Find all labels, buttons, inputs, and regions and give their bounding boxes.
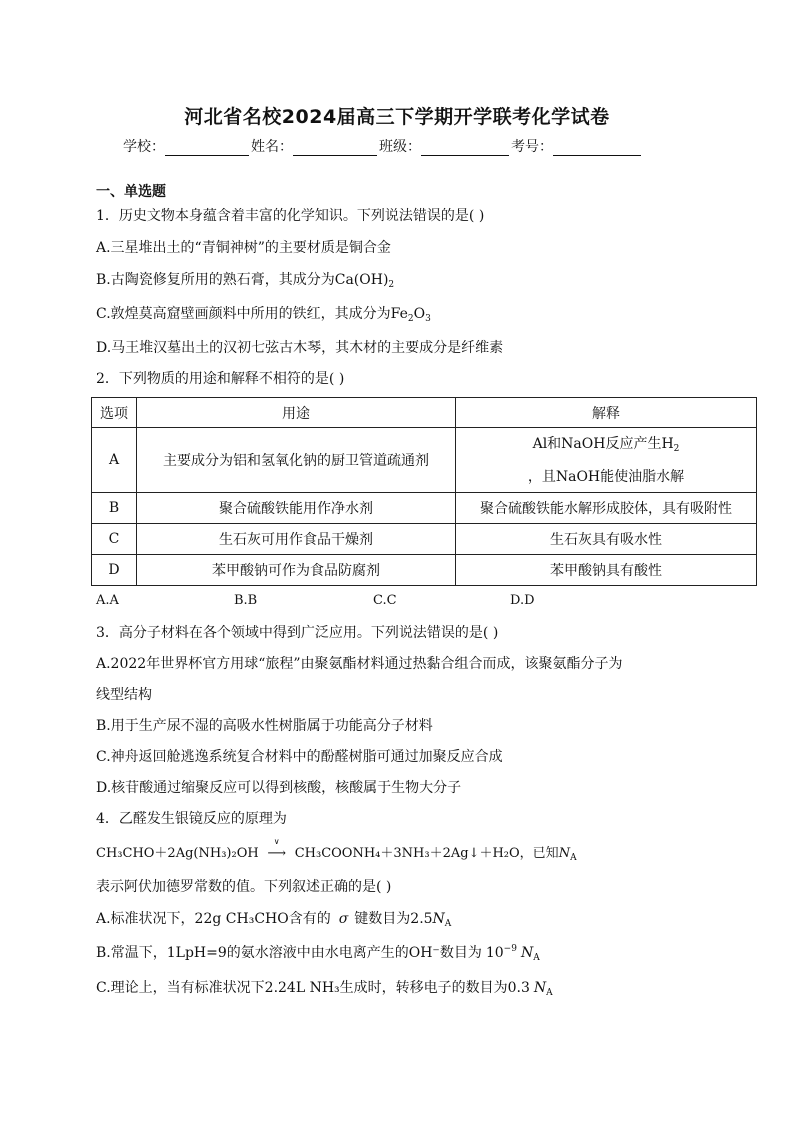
q2-answer-b[interactable]: B.B — [234, 593, 258, 608]
q1-option-d: D.马王堆汉墓出土的汉初七弦古木琴，其木材的主要成分是纤维素 — [96, 340, 504, 356]
q2-row-a-exp2: ，且NaOH能使油脂水解 — [527, 468, 685, 485]
q1-stem: 1．历史文物本身蕴含着丰富的化学知识。下列说法错误的是( ) — [96, 208, 485, 224]
q4-eq-arrow — [259, 837, 295, 861]
q4-option-c — [96, 977, 553, 998]
q2-row-b-use: 聚合硫酸铁能用作净水剂 — [137, 493, 456, 524]
q2-row-a-use: 主要成分为铝和氢氧化钠的厨卫管道疏通剂 — [137, 428, 456, 493]
table-row — [92, 524, 757, 555]
q4-option-c-na-sub: A — [546, 988, 553, 998]
q2-row-a-explanation — [456, 428, 757, 493]
q1-c-sub2: 3 — [425, 314, 431, 324]
q2-row-a-h: H — [661, 435, 674, 452]
q4-stem: 4．乙醛发生银镜反应的原理为 — [96, 811, 287, 827]
q1-option-b-formula: Ca(OH) — [334, 272, 389, 288]
q2-header-use: 用途 — [137, 398, 456, 428]
student-info-row — [123, 136, 643, 156]
q2-answer-c[interactable]: C.C — [373, 593, 397, 608]
q4-option-b-na-sub: A — [533, 953, 540, 963]
q2-header-explanation: 解释 — [456, 398, 757, 428]
q1-option-c — [96, 303, 431, 324]
q1-c-o: O — [413, 306, 426, 322]
q2-row-a-option: A — [92, 428, 137, 493]
page-title: 河北省名校2024届高三下学期开学联考化学试卷 — [184, 106, 610, 128]
q1-c-fe: Fe — [390, 306, 408, 322]
q2-row-d-use: 苯甲酸钠可作为食品防腐剂 — [137, 555, 456, 586]
q2-row-c-option: C — [92, 524, 137, 555]
q4-na: N — [558, 846, 571, 861]
q4-na-sub: A — [570, 853, 577, 863]
name-field[interactable] — [293, 141, 377, 156]
q2-table — [91, 397, 757, 586]
q4-option-a — [96, 908, 451, 929]
q2-stem: 2．下列物质的用途和解释不相符的是( ) — [96, 371, 345, 387]
q1-option-c-text: C.敦煌莫高窟壁画颜料中所用的铁红，其成分为 — [96, 306, 391, 322]
q2-row-d-option: D — [92, 555, 137, 586]
q1-option-b-sub: 2 — [388, 280, 395, 290]
name-label: 姓名： — [251, 139, 293, 155]
q2-row-b-explanation: 聚合硫酸铁能水解形成胶体，具有吸附性 — [456, 493, 757, 524]
q4-option-b-exp: −9 — [503, 944, 517, 954]
q4-option-b — [96, 942, 540, 963]
q4-stem-2: 表示阿伏加德罗常数的值。下列叙述正确的是( ) — [96, 879, 392, 895]
number-label: 考号： — [511, 139, 553, 155]
q4-eq-condition: ∨ — [273, 837, 280, 846]
q1-option-b-text: B.古陶瓷修复所用的熟石膏，其成分为 — [96, 272, 335, 288]
q3-stem: 3．高分子材料在各个领域中得到广泛应用。下列说法错误的是( ) — [96, 625, 499, 641]
q4-eq-left: CH₃CHO＋2Ag(NH₃)₂OH — [96, 846, 259, 861]
q4-option-b-na: N — [520, 945, 534, 961]
q4-eq-right: CH₃COONH₄＋3NH₃＋2Ag↓＋H₂O — [294, 846, 520, 861]
q4-equation — [96, 837, 577, 863]
number-field[interactable] — [553, 141, 641, 156]
q2-answer-d[interactable]: D.D — [510, 593, 535, 608]
q3-option-b: B.用于生产尿不湿的高吸水性树脂属于功能高分子材料 — [96, 718, 433, 734]
q2-header-option: 选项 — [92, 398, 137, 428]
q2-row-d-explanation: 苯甲酸钠具有酸性 — [456, 555, 757, 586]
table-row — [92, 555, 757, 586]
q2-row-a-exp1: Al和NaOH反应产生 — [532, 435, 662, 452]
q4-option-c-text: C.理论上，当有标准状况下2.24L NH₃生成时，转移电子的数目为0.3 — [96, 980, 530, 996]
q1-option-a: A.三星堆出土的“青铜神树”的主要材质是铜合金 — [96, 240, 391, 256]
section-heading: 一、单选题 — [96, 184, 166, 200]
q4-option-a-sigma: σ — [338, 911, 349, 927]
table-row — [92, 428, 757, 493]
q4-option-a-text2: 键数目为2.5 — [354, 911, 433, 927]
school-label: 学校： — [123, 139, 165, 155]
class-label: 班级： — [379, 139, 421, 155]
q4-option-a-na-sub: A — [444, 919, 452, 929]
q1-option-b — [96, 269, 394, 290]
q2-row-c-explanation: 生石灰具有吸水性 — [456, 524, 757, 555]
arrow-icon: ⟶ — [267, 846, 287, 861]
q2-row-b-option: B — [92, 493, 137, 524]
q2-answer-a[interactable]: A.A — [96, 593, 119, 608]
q4-eq-tail: ，已知 — [519, 846, 559, 861]
school-field[interactable] — [165, 141, 249, 156]
q3-option-a-line1: A.2022年世界杯官方用球“旅程”由聚氨酯材料通过热黏合组合而成，该聚氨酯分子为 — [96, 656, 623, 672]
q1-c-sub1: 2 — [407, 314, 414, 324]
q2-row-c-use: 生石灰可用作食品干燥剂 — [137, 524, 456, 555]
q4-option-a-text: A.标准状况下，22g CH₃CHO含有的 — [96, 911, 331, 927]
q4-option-b-pow: 10 — [485, 945, 504, 961]
class-field[interactable] — [421, 141, 509, 156]
q2-row-a-h-sub: 2 — [673, 443, 680, 454]
q3-option-d: D.核苷酸通过缩聚反应可以得到核酸，核酸属于生物大分子 — [96, 780, 462, 796]
q4-option-c-na: N — [533, 980, 547, 996]
q4-option-a-na: N — [432, 911, 445, 927]
q4-option-b-text: B.常温下，1LpH=9的氨水溶液中由水电离产生的OH⁻数目为 — [96, 945, 482, 961]
q3-option-c: C.神舟返回舱逃逸系统复合材料中的酚醛树脂可通过加聚反应合成 — [96, 749, 503, 765]
table-row — [92, 493, 757, 524]
q3-option-a-line2: 线型结构 — [96, 687, 152, 703]
